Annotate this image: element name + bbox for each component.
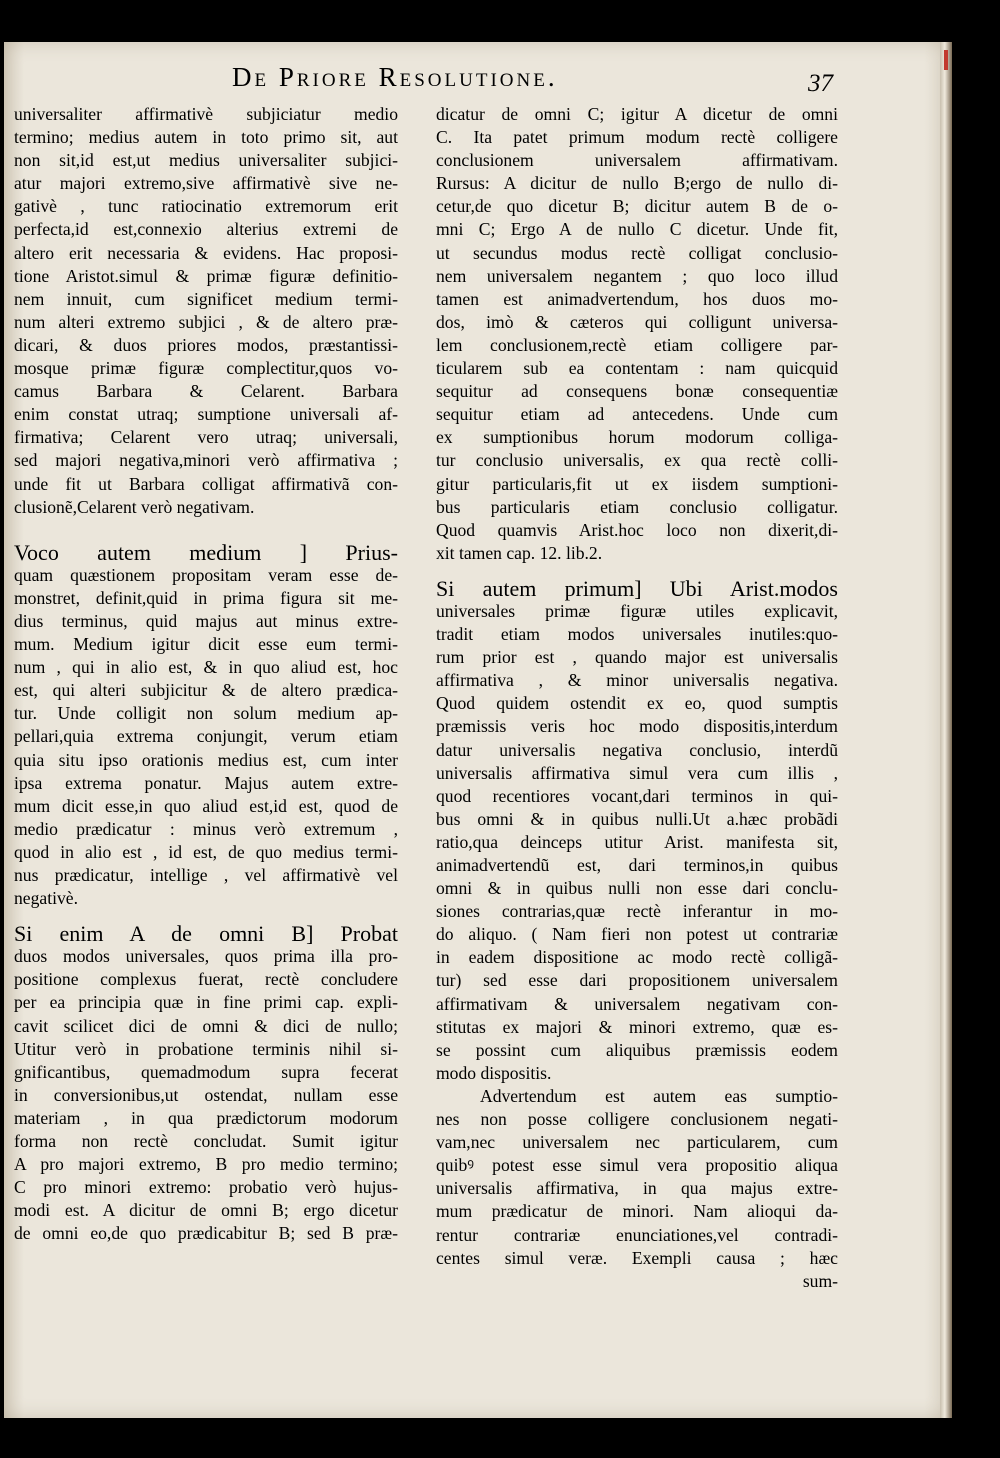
text-line: quod recentiores vocant,dari terminos in qui- — [436, 785, 838, 806]
text-line: ipsa extrema ponatur. Majus autem extre- — [14, 772, 398, 793]
text-line: num alteri extremo subjici , & de altero præ- — [14, 311, 398, 332]
text-line: conclusionem universalem affirmativam. — [436, 150, 838, 171]
lemma-heading: Voco autem medium ] Prius- — [14, 539, 398, 565]
text-line: cetur,de quo dicetur B; dicitur autem B de o- — [436, 196, 838, 217]
text-line: lem conclusionem,rectè etiam colligere par- — [436, 334, 838, 355]
text-line: stitutas ex majori & minori extremo, quæ es- — [436, 1016, 838, 1037]
text-line: nes non posse colligere conclusionem negati- — [436, 1109, 838, 1130]
text-line: dius terminus, quid majus aut minus extre- — [14, 610, 398, 631]
text-line: mum. Medium igitur dicit esse eum termi- — [14, 634, 398, 655]
text-line: de omni eo,de quo prædicabitur B; sed B præ- — [14, 1223, 398, 1244]
text-line: animadvertendũ est, dari terminos,in quibus — [436, 855, 838, 875]
text-line: mni C; Ergo A de nullo C dicetur. Unde fit, — [436, 219, 838, 240]
text-line: mum dicit esse,in quo aliud est,id est, quod de — [14, 795, 398, 816]
text-line: universales primæ figuræ utiles explicavit, — [436, 600, 838, 621]
text-line: materiam , in qua prædictorum modorum — [14, 1107, 398, 1128]
text-line: quam quæstionem propositam veram esse de- — [14, 564, 398, 585]
text-line: per ea principia quæ in fine primi cap. expli- — [14, 992, 398, 1013]
text-line: camus Barbara & Celarent. Barbara — [14, 381, 398, 402]
text-line: termino; medius autem in toto primo sit, aut — [14, 127, 398, 148]
text-line: clusionẽ,Celarent verò negativam. — [14, 496, 255, 517]
text-line: xit tamen cap. 12. lib.2. — [436, 542, 603, 563]
text-line: tamen est animadvertendum, hos duos mo- — [436, 288, 838, 309]
text-line: tione Aristot.simul & primæ figuræ definitio- — [14, 265, 398, 286]
text-line: quia situ ipso orationis medius est, cum inter — [14, 749, 398, 770]
text-line: nus prædicatur, intellige , vel affirmativè vel — [14, 865, 398, 885]
text-line: bus omni & in quibus nulli.Ut a.hæc probãdi — [436, 808, 838, 829]
text-line: do aliquo. ( Nam fieri non potest ut contrariæ — [436, 924, 838, 945]
text-line: nem universalem negantem ; quo loco illud — [436, 265, 838, 286]
text-line: ratio,qua deinceps utitur Arist. manifesta sit, — [436, 831, 838, 852]
text-line: C pro minori extremo: probatio verò hujus- — [14, 1177, 398, 1198]
text-line: dicari, & duos priores modos, præstantissi- — [14, 334, 398, 355]
text-line: est, qui alteri subjicitur & de altero prædica- — [14, 680, 398, 701]
text-line: non sit,id est,ut medius universaliter subjici- — [14, 150, 398, 171]
text-line: tur. Unde colligit non solum medium ap- — [14, 703, 398, 724]
text-line: bus particularis etiam conclusio colligatur. — [436, 496, 838, 517]
text-line: rentur contrariæ enunciationes,vel contradi- — [436, 1224, 838, 1245]
running-head: De Priore Resolutione. — [232, 62, 558, 92]
text-line: universalis affirmativa, in qua majus extre- — [436, 1178, 838, 1199]
text-line: gnificantibus, quemadmodum supra fecerat — [14, 1061, 398, 1082]
text-line: dicatur de omni C; igitur A dicetur de omni — [436, 104, 838, 124]
text-line: A pro majori extremo, B pro medio termino; — [14, 1154, 398, 1175]
text-line: duos modos universales, quos prima illa pro- — [14, 946, 398, 967]
page-edge — [940, 42, 952, 1418]
text-line: modo dispositis. — [436, 1062, 552, 1083]
text-line: enim constat utraq; sumptione universali af- — [14, 404, 398, 425]
text-line: tur) sed esse dari propositionem universalem — [436, 970, 838, 991]
text-line: cavit scilicet dici de omni & dici de nullo; — [14, 1015, 398, 1036]
text-line: ut secundus modus rectè colligat conclusio- — [436, 242, 838, 263]
text-line: firmativa; Celarent vero utraq; universali, — [14, 427, 398, 448]
text-line: in conversionibus,ut ostendat, nullam esse — [14, 1084, 398, 1105]
text-line: sequitur etiam ad antecedens. Unde cum — [436, 404, 838, 425]
text-line: gitur particularis,fit ut ex iisdem sumptioni- — [436, 473, 838, 494]
text-line: monstret, definit,quid in prima figura sit me- — [14, 587, 398, 608]
text-line: se possint cum aliquibus præmissis eodem — [436, 1039, 838, 1060]
text-line: præmissis veris hoc modo dispositis,interdum — [436, 716, 838, 737]
text-line: mum prædicatur de minori. Nam alioqui da- — [436, 1201, 838, 1222]
text-line: modi est. A dicitur de omni B; ergo dicetur — [14, 1200, 398, 1221]
text-line: positione complexus fuerat, rectè concludere — [14, 969, 398, 990]
lemma-heading: Si autem primum] Ubi Arist.modos — [436, 575, 838, 601]
text-line: Rursus: A dicitur de nullo B;ergo de nullo di- — [436, 173, 838, 194]
text-line: mosque primæ figuræ complectitur,quos vo- — [14, 358, 398, 379]
left-column — [14, 103, 398, 1246]
page-number: 37 — [808, 70, 833, 97]
text-line: Advertendum est autem eas sumptio- — [480, 1085, 838, 1106]
text-line: dos, imò & cæteros qui colligunt universa- — [436, 311, 838, 332]
text-line: omni & in quibus nulli non esse dari conclu- — [436, 878, 838, 899]
text-line: affirmativa , & minor universalis negativa. — [436, 670, 838, 691]
text-line: sequitur ad consequens bonæ consequentiæ — [436, 381, 838, 402]
text-line: altero erit necessaria & evidens. Hac proposi- — [14, 242, 398, 263]
text-line: medio prædicatur : minus verò extremum , — [14, 818, 398, 839]
text-line: C. Ita patet primum modum rectè colligere — [436, 127, 838, 148]
catchword: sum- — [802, 1270, 838, 1291]
text-line: gativè , tunc ratiocinatio extremorum erit — [14, 196, 398, 217]
text-line: negativè. — [14, 888, 78, 909]
text-line: Quod quidem ostendit ex eo, quod sumptis — [436, 693, 838, 714]
text-line: ticularem sub ea contentam : nam quicquid — [436, 358, 838, 379]
text-line: num , qui in alio est, & in quo aliud est, hoc — [14, 657, 398, 678]
text-line: perfecta,id est,connexio alterius extremi de — [14, 219, 398, 240]
text-line: tradit etiam modos universales inutiles:quo- — [436, 624, 838, 645]
text-line: unde fit ut Barbara colligat affirmativã con- — [14, 473, 398, 494]
text-line: Utitur verò in probatione terminis nihil si- — [14, 1038, 398, 1059]
text-line: universalis affirmativa simul vera cum illis , — [436, 762, 838, 783]
text-line: datur universalis negativa conclusio, interdũ — [436, 739, 838, 760]
text-line: vam,nec universalem nec particularem, cum — [436, 1132, 838, 1153]
text-line: affirmativam & universalem negativam con- — [436, 993, 838, 1014]
text-line: Quod quamvis Arist.hoc loco non dixerit,di- — [436, 519, 838, 540]
text-line: quod in alio est , id est, de quo medius termi- — [14, 841, 398, 862]
text-line: nem innuit, cum significet medium termi- — [14, 288, 398, 309]
text-line: sed majori negativa,minori verò affirmativa ; — [14, 450, 398, 471]
text-line: universaliter affirmativè subjiciatur medio — [14, 104, 398, 124]
text-line: siones contrarias,quæ rectè inferantur in mo- — [436, 901, 838, 922]
text-line: rum prior est , quando major est universalis — [436, 647, 838, 668]
text-line: tur conclusio universalis, ex qua rectè colli- — [436, 450, 838, 471]
text-line: pellari,quia extrema conjungit, verum etiam — [14, 726, 398, 747]
page-edge-mark — [944, 50, 948, 70]
lemma-heading: Si enim A de omni B] Probat — [14, 921, 398, 947]
right-column — [436, 103, 838, 1293]
text-line: ex sumptionibus horum modorum colliga- — [436, 427, 838, 448]
text-line: atur majori extremo,sive affirmativè sive ne- — [14, 173, 398, 194]
text-line: forma non rectè concludat. Sumit igitur — [14, 1131, 398, 1152]
text-line: in eadem dispositione ac modo rectè colligã- — [436, 947, 838, 968]
text-line: centes simul veræ. Exempli causa ; hæc — [436, 1247, 838, 1268]
text-line: quibꝰ potest esse simul vera propositio aliqua — [436, 1155, 838, 1176]
